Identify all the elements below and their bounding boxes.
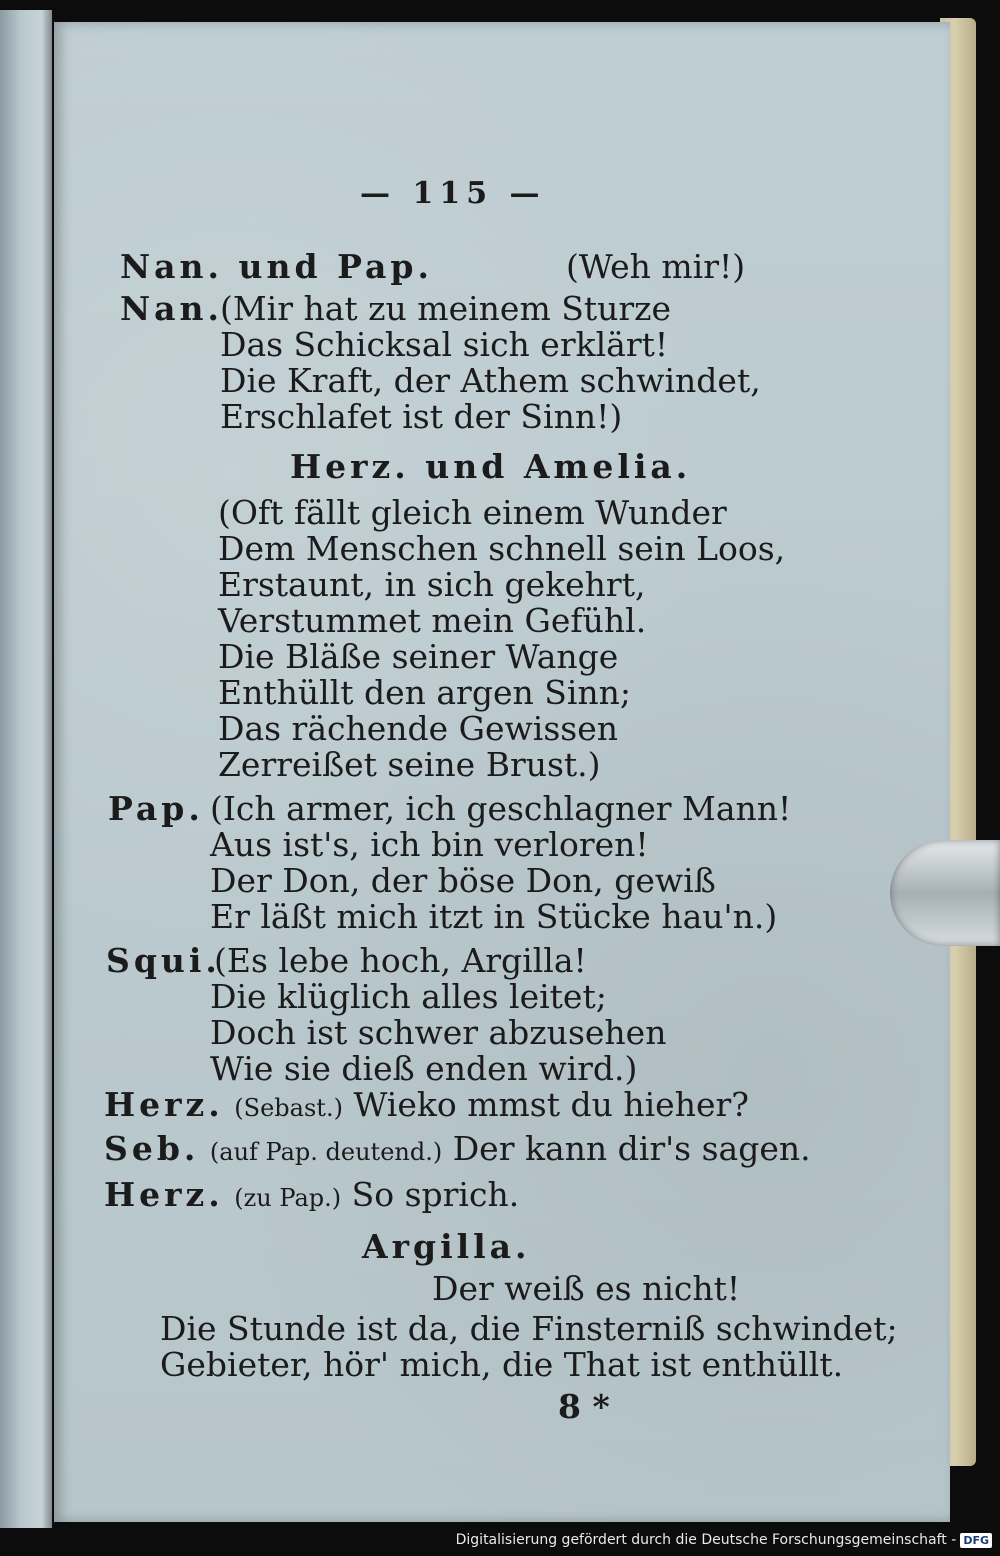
verse-line: Der Don, der böse Don, gewiß [210, 861, 716, 900]
verse-line: Dem Menschen schnell sein Loos, [218, 529, 786, 568]
speaker-label: Squi. [106, 941, 221, 980]
speaker-label: Pap. [108, 789, 204, 828]
dfg-logo: DFG [960, 1533, 992, 1548]
verse-line: Erschlafet ist der Sinn!) [220, 397, 623, 436]
verse-line: Zerreißet seine Brust.) [218, 745, 601, 784]
line-23-text: Wieko mmst du hieher? [353, 1085, 749, 1124]
line-25 [104, 1176, 519, 1217]
signature-mark: 8 * [558, 1387, 610, 1426]
verse-line: Gebieter, hör' mich, die That ist enthüllt. [160, 1345, 844, 1384]
stage-direction: (Sebast.) [234, 1094, 343, 1122]
verse-line: Verstummet mein Gefühl. [218, 601, 647, 640]
speaker-heading: Herz. und Amelia. [290, 447, 692, 486]
line-2-text: (Mir hat zu meinem Sturze [220, 289, 672, 328]
verse-line: Erstaunt, in sich gekehrt, [218, 565, 646, 604]
verse-line: Die Bläße seiner Wange [218, 637, 619, 676]
stage-direction: (auf Pap. deutend.) [209, 1138, 443, 1166]
digitization-credit [456, 1532, 992, 1548]
credit-text: Digitalisierung gefördert durch die Deutsche Forschungsgemeinschaft - [455, 1532, 957, 1548]
verse-line: Das rächende Gewissen [218, 709, 619, 748]
line-2 [120, 290, 223, 327]
speaker-label: Nan. [120, 289, 224, 328]
line-24 [104, 1130, 811, 1171]
verse-line: Die Stunde ist da, die Finsterniß schwindet; [160, 1309, 898, 1348]
speaker-heading: Argilla. [362, 1227, 531, 1266]
verse-line: Der weiß es nicht! [432, 1269, 741, 1308]
line-24-text: Der kann dir's sagen. [452, 1129, 811, 1168]
verse-line: Das Schicksal sich erklärt! [220, 325, 669, 364]
line-19 [106, 942, 221, 979]
page-clip [890, 840, 1000, 946]
verse-line: Enthüllt den argen Sinn; [218, 673, 631, 712]
verse-line: Wie sie dieß enden wird.) [210, 1049, 638, 1088]
verse-line: Er läßt mich itzt in Stücke hau'n.) [210, 897, 778, 936]
line-15-text: (Ich armer, ich geschlagner Mann! [210, 789, 792, 828]
line-1 [120, 248, 433, 285]
line-1-text: (Weh mir!) [566, 247, 746, 286]
line-23 [104, 1086, 749, 1127]
verse-line: Die klüglich alles leitet; [210, 977, 607, 1016]
page-number: — 115 — [360, 176, 546, 211]
line-25-text: So sprich. [351, 1175, 520, 1214]
line-19-text: (Es lebe hoch, Argilla! [214, 941, 587, 980]
speaker-label: Nan. und Pap. [120, 247, 433, 286]
verse-line: (Oft fällt gleich einem Wunder [218, 493, 727, 532]
speaker-label: Herz. [104, 1085, 224, 1124]
speaker-label: Seb. [104, 1129, 200, 1168]
speaker-label: Herz. [104, 1175, 224, 1214]
verse-line: Aus ist's, ich bin verloren! [210, 825, 649, 864]
stage-direction: (zu Pap.) [234, 1184, 342, 1212]
verse-line: Doch ist schwer abzusehen [210, 1013, 667, 1052]
left-page-edge [0, 10, 52, 1528]
verse-line: Die Kraft, der Athem schwindet, [220, 361, 761, 400]
line-15 [108, 790, 204, 827]
